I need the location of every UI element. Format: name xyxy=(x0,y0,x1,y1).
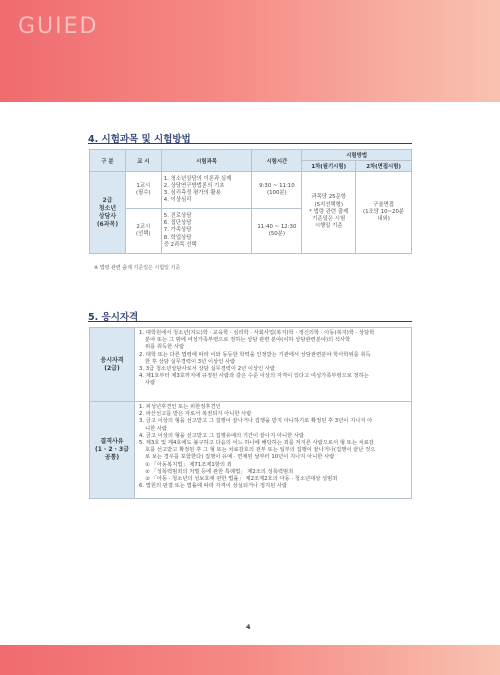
qualification-body xyxy=(135,328,412,402)
header-method: 시험방법 xyxy=(302,150,412,161)
section-5-title: 5. 응시자격 xyxy=(88,312,139,323)
section-4-title: 4. 시험과목 및 시험방법 xyxy=(88,134,191,145)
disqualification-item: 니한 사람 xyxy=(145,425,168,432)
header-interview: 2차(면접시험) xyxy=(356,161,412,172)
period-1-cell xyxy=(125,172,161,209)
head-line: 결격사유 xyxy=(100,438,124,445)
disqualification-body xyxy=(135,402,412,499)
qualification-item: 1. 대학원에서 청소년(지도)학 · 교육학 · 심리학 · 사회사업(복지)학 · 정신의학 · 아동(복지)학 · 상담학 xyxy=(139,330,375,336)
method-line: 기준일은 시험 xyxy=(312,216,346,223)
header-grade: 구 분 xyxy=(90,150,126,172)
qualification-item: 4. 제1호부터 제3호까지에 규정된 사람과 같은 수준 이상의 자격이 있다고 여성가족부령으로 정하는 xyxy=(139,373,369,380)
period-1-type: (필수) xyxy=(136,190,151,196)
qualification-table xyxy=(89,327,412,499)
header-written: 1차(필기시험) xyxy=(302,161,356,172)
period-2-subjects xyxy=(161,209,252,254)
method-line: 구술면접 xyxy=(373,201,394,208)
qualification-item: 2. 대학 또는 다른 법령에 따라 이와 동등한 학력을 인정받는 기관에서 상담관련분야 학사학위를 취득 xyxy=(139,351,371,358)
period-2-type: (선택) xyxy=(136,231,151,237)
section-4-rule xyxy=(88,143,412,144)
time-range: 9:30 ~ 11:10 xyxy=(259,182,295,189)
head-line: 응시자격 xyxy=(100,356,124,364)
top-banner xyxy=(0,0,500,102)
disqualification-item: 호를 선고받고 확정된 후 그 형 또는 치료감호의 전부 또는 일부의 집행이 끝나거나(집행이 끝난 것으 xyxy=(145,447,376,454)
method-line: (1조당 10~20분 xyxy=(363,208,405,215)
method-line: * 법령 관련 출제 xyxy=(309,208,349,215)
period-1-label: 1교시 xyxy=(136,182,151,189)
grade-cell xyxy=(90,172,126,254)
time-duration: (50분) xyxy=(268,231,285,237)
disqualification-item: ② 「성폭력범죄의 처벌 등에 관한 특례법」 제2조의 성폭력범죄 xyxy=(145,468,294,475)
method-line: 시행일 기준 xyxy=(314,223,343,230)
bottom-banner xyxy=(0,645,500,675)
period-1-time xyxy=(252,172,302,209)
grade-line: 2급 xyxy=(102,196,113,204)
disqualification-item: 6. 법원의 판결 또는 법률에 따라 자격이 상실되거나 정지된 사람 xyxy=(139,483,288,490)
exam-method-table xyxy=(89,149,412,254)
header-time: 시험시간 xyxy=(252,150,302,172)
method-line: (5지선택형) xyxy=(314,201,343,208)
head-line: 공통) xyxy=(104,454,120,461)
time-duration: (100분) xyxy=(267,190,287,196)
subject-item: 6. 집단상담 xyxy=(163,220,192,227)
disqualification-item: 3. 금고 이상의 형을 선고받고 그 집행이 끝나거나 집행을 받지 아니하기로 확정된 후 3년이 지나지 아 xyxy=(139,418,373,425)
qualification-item: 분야 또는 그 밖에 여성가족부령으로 정하는 상담 관련 분야(이하 상담관련분야)의 석사학 xyxy=(145,337,351,344)
disqualification-item: ③ 「아동 · 청소년의 성보호에 관한 법률」 제2조제2호의 아동 · 청소년대상 성범죄 xyxy=(145,476,338,483)
interview-method-cell xyxy=(356,172,412,254)
subject-item: 2. 상담연구방법론의 기초 xyxy=(163,182,225,189)
period-2-cell xyxy=(125,209,161,254)
method-line: 과목당 25문항 xyxy=(311,194,347,201)
subject-item: 4. 이상심리 xyxy=(163,197,192,204)
grade-line: 청소년 xyxy=(98,204,117,212)
period-2-label: 2교시 xyxy=(136,223,151,230)
time-range: 11:40 ~ 12:30 xyxy=(257,223,297,230)
disqualification-item: 2. 파산선고를 받은 자로서 복권되지 아니한 사람 xyxy=(139,411,252,418)
section-5-rule xyxy=(88,321,412,322)
qualification-item: 3. 3급 청소년상담사로서 상담 실무경력이 2년 이상인 사람 xyxy=(139,366,276,373)
subject-item: 8. 학업상담 xyxy=(163,234,192,241)
disqualification-item: 5. 제3호 및 제4호에도 불구하고 다음의 어느 하나에 해당하는 죄를 저지른 사람으로서 형 또는 치료감 xyxy=(139,440,374,447)
subject-item: 1. 청소년상담의 이론과 실제 xyxy=(163,175,232,182)
period-2-time xyxy=(252,209,302,254)
disqualification-item: 1. 피성년후견인 또는 피한정후견인 xyxy=(139,404,221,410)
period-1-subjects xyxy=(161,172,252,209)
page-number: 4 xyxy=(246,623,251,631)
header-subjects: 시험과목 xyxy=(161,150,252,172)
header-period: 교 시 xyxy=(125,150,161,172)
qualification-item: 사람 xyxy=(145,380,156,387)
written-method-cell xyxy=(302,172,356,254)
brand-watermark: GUIED xyxy=(18,14,99,39)
grade-line: 상담사 xyxy=(98,212,117,220)
head-line: (1 · 2 · 3급 xyxy=(95,446,129,453)
qualification-item: 한 후 상담 실무경력이 3년 이상인 사람 xyxy=(145,358,236,365)
subject-item: 5. 진로상담 xyxy=(163,212,192,219)
disqualification-head xyxy=(90,402,135,499)
head-line: (2급) xyxy=(104,364,120,372)
disqualification-item: 로 보는 경우를 포함한다) 집행이 유예 · 면제된 날부터 10년이 지나지 아니한 사람 xyxy=(145,454,335,461)
subject-item: 7. 가족상담 xyxy=(163,227,192,234)
method-line: 내외) xyxy=(377,216,390,223)
grade-line: (6과목) xyxy=(96,220,119,228)
qualification-item: 위를 취득한 사람 xyxy=(145,344,185,351)
qualification-head xyxy=(90,328,135,402)
subject-item: 3. 심리측정 평가의 활용 xyxy=(163,190,221,196)
disqualification-item: ① 「아동복지법」 제71조제1항의 죄 xyxy=(145,461,232,468)
disqualification-item: 4. 금고 이상의 형을 선고받고 그 집행유예의 기간이 끝나지 아니한 사람 xyxy=(139,432,305,439)
legal-note: ※ 법령 관련 출제 기준일은 시험일 기준 xyxy=(94,265,181,271)
subject-item: 중 2과목 선택 xyxy=(163,241,197,248)
